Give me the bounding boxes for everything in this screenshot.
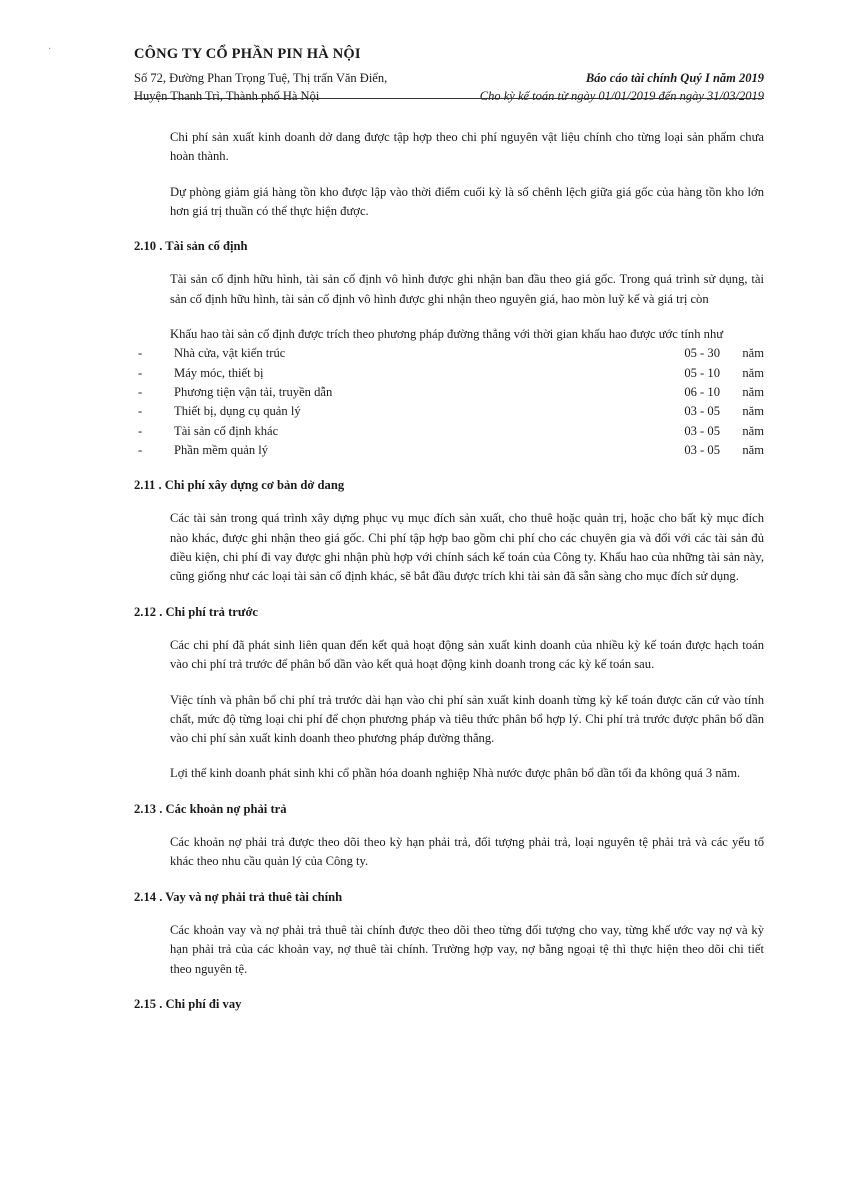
list-dash: - [138, 404, 143, 419]
list-item [134, 383, 764, 402]
section-heading-2-10: 2.10 . Tài sản cố định [134, 239, 248, 254]
report-title: Báo cáo tài chính Quý I năm 2019 [585, 71, 764, 85]
asset-type: Phương tiện vận tải, truyền dẫn [174, 384, 333, 399]
list-dash: - [138, 423, 143, 438]
list-item [134, 422, 764, 441]
list-item [134, 402, 764, 421]
asset-type: Nhà cửa, vật kiến trúc [174, 346, 286, 361]
address-line-2: Huyện Thanh Trì, Thành phố Hà Nội [134, 89, 320, 103]
scan-artifact-dots: · [48, 44, 74, 55]
unit-label: năm [742, 346, 764, 361]
unit-label: năm [742, 365, 764, 380]
list-item [134, 344, 764, 363]
section-2-12-paragraph-3: Lợi thế kinh doanh phát sinh khi cổ phần hóa doanh nghiệp Nhà nước được phân bổ dần tối đa không quá 3 năm. [170, 766, 741, 781]
useful-life-years: 05 - 10 [684, 365, 720, 380]
depreciation-list [134, 344, 764, 460]
section-2-10-paragraph-2: Khấu hao tài sản cố định được trích theo phương pháp đường thẳng với thời gian khấu hao được ước tính như [170, 327, 724, 342]
section-2-12-paragraph-2: Việc tính và phân bổ chi phí trả trước dài hạn vào chi phí sản xuất kinh doanh từng kỳ kế toán được căn cứ vào tính chất, mức độ từng loại chi phí để chọn phương pháp và tiêu thức phân bổ hợp lý. Chi phí trả trước được phân bổ dần vào chi phí sản xuất kinh doanh theo phương pháp đường thẳng. [170, 692, 764, 746]
section-heading-2-13: 2.13 . Các khoản nợ phải trả [134, 801, 287, 816]
section-2-11-paragraph-1: Các tài sản trong quá trình xây dựng phục vụ mục đích sản xuất, cho thuê hoặc quản trị, hoặc cho bất kỳ mục đích nào khác, được ghi nhận theo giá gốc. Chi phí tập hợp bao gồm chi phí cho các chuyên gia và đối với các tài sản đủ điều kiện, chi phí đi vay được ghi nhận phù hợp với chính sách kế toán của Công ty. Khấu hao của những tài sản này, cũng giống như các loại tài sản cố định khác, sẽ bắt đầu được trích khi tài sản đã sẵn sàng cho mục đích sử dụng. [170, 511, 764, 584]
section-2-12-paragraph-1: Các chi phí đã phát sinh liên quan đến kết quả hoạt động sản xuất kinh doanh của nhiều kỳ kế toán được hạch toán vào chi phí trả trước để phân bổ dần vào kết quả hoạt động kinh doanh trong các kỳ kế toán sau. [170, 637, 764, 672]
intro-paragraph-2: Dự phòng giảm giá hàng tồn kho được lập vào thời điểm cuối kỳ là số chênh lệch giữa giá gốc của hàng tồn kho lớn hơn giá trị thuần có thể thực hiện được. [170, 184, 764, 218]
company-name: CÔNG TY CỔ PHẦN PIN HÀ NỘI [134, 46, 361, 62]
useful-life-years: 05 - 30 [684, 346, 720, 361]
section-heading-2-14: 2.14 . Vay và nợ phải trả thuê tài chính [134, 889, 343, 904]
report-period: Cho kỳ kế toán từ ngày 01/01/2019 đến ngày 31/03/2019 [479, 89, 764, 103]
intro-paragraph-1: Chi phí sản xuất kinh doanh dở dang được tập hợp theo chi phí nguyên vật liệu chính cho từng loại sản phẩm chưa hoàn thành. [170, 130, 764, 164]
list-item [134, 441, 764, 460]
asset-type: Phần mềm quản lý [174, 442, 269, 457]
unit-label: năm [742, 404, 764, 419]
page-header [134, 46, 764, 105]
useful-life-years: 03 - 05 [684, 404, 720, 419]
section-heading-2-11: 2.11 . Chi phí xây dựng cơ bản dở dang [134, 478, 345, 493]
section-2-14-paragraph-1: Các khoản vay và nợ phải trả thuê tài chính được theo dõi theo từng đối tượng cho vay, từng khế ước vay nợ và kỳ hạn phải trả của các khoản vay, nợ thuê tài chính. Trường hợp vay, nợ bằng ngoại tệ thì thực hiện theo dõi chi tiết theo nguyên tệ. [170, 922, 764, 976]
section-heading-2-12: 2.12 . Chi phí trả trước [134, 604, 259, 619]
list-item [134, 364, 764, 383]
unit-label: năm [742, 423, 764, 438]
list-dash: - [138, 384, 143, 399]
document-body [134, 128, 764, 1014]
asset-type: Máy móc, thiết bị [174, 365, 264, 380]
section-heading-2-15: 2.15 . Chi phí đi vay [134, 996, 242, 1011]
section-2-13-paragraph-1: Các khoản nợ phải trả được theo dõi theo kỳ hạn phải trả, đối tượng phải trả, loại nguyên tệ phải trả và các yếu tố khác theo nhu cầu quản lý của Công ty. [170, 835, 764, 869]
list-dash: - [138, 365, 143, 380]
asset-type: Tài sản cố định khác [174, 423, 279, 438]
header-row-1 [134, 69, 764, 87]
useful-life-years: 03 - 05 [684, 423, 720, 438]
section-2-10-paragraph-1: Tài sản cố định hữu hình, tài sản cố định vô hình được ghi nhận ban đầu theo giá gốc. Trong quá trình sử dụng, tài sản cố định hữu hình, tài sản cố định vô hình được ghi nhận theo nguyên giá, hao mòn luỹ kế và giá trị còn [170, 272, 764, 306]
address-line-1: Số 72, Đường Phan Trọng Tuệ, Thị trấn Văn Điển, [134, 71, 388, 85]
useful-life-years: 06 - 10 [684, 384, 720, 399]
useful-life-years: 03 - 05 [684, 442, 720, 457]
unit-label: năm [742, 442, 764, 457]
unit-label: năm [742, 384, 764, 399]
header-divider [134, 98, 764, 99]
list-dash: - [138, 346, 143, 361]
header-row-2 [134, 87, 764, 105]
list-dash: - [138, 442, 143, 457]
asset-type: Thiết bị, dụng cụ quản lý [174, 404, 301, 419]
